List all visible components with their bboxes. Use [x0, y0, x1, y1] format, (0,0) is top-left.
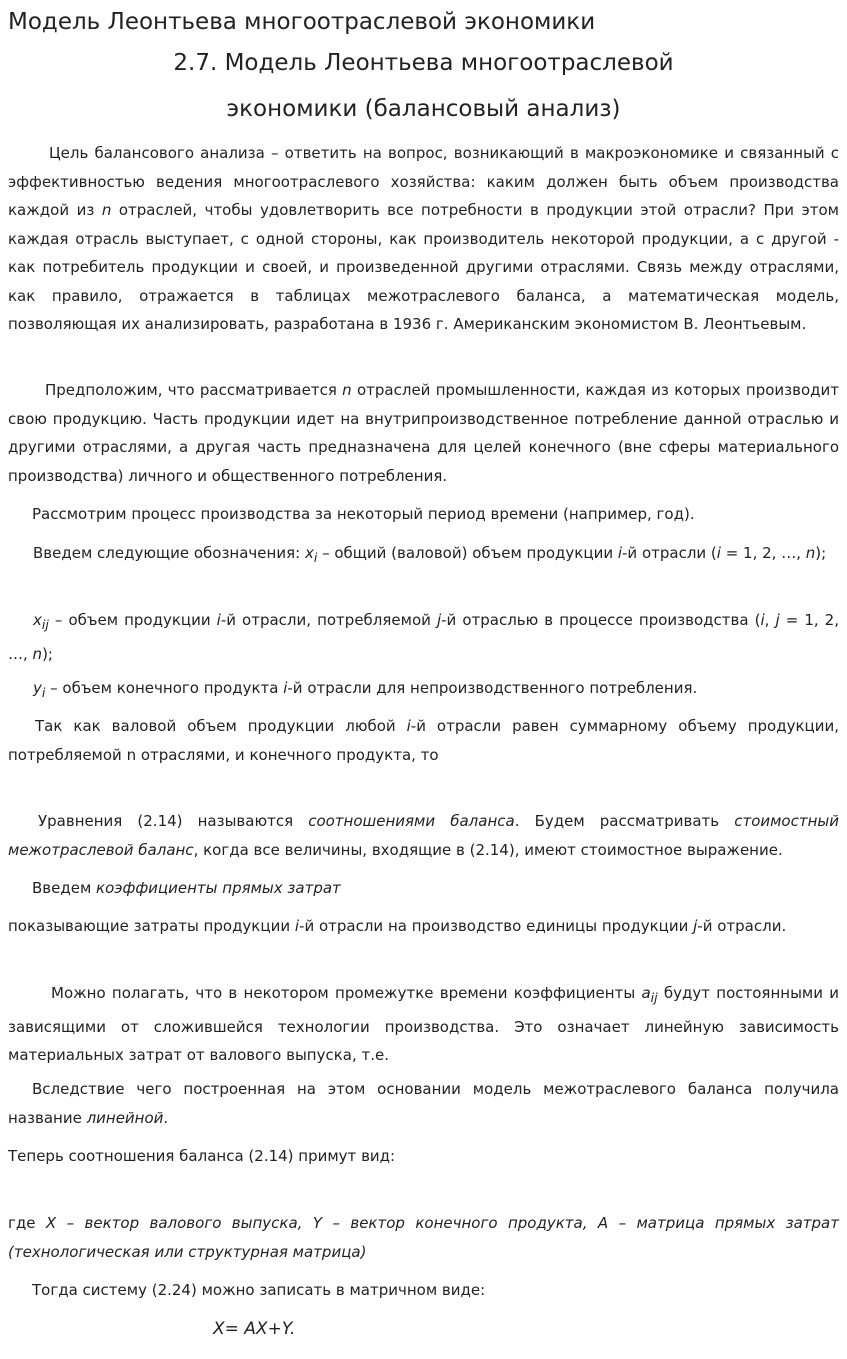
paragraph-assumption: Предположим, что рассматривается n отраслей промышленности, каждая из которых производит свою продукцию. Часть продукции идет на внутрипроизводственное потребление данной отраслью и другими отраслями, а другая часть предназначена для целей конечного (вне сферы материального производства) личного и общественного потребления. — [8, 381, 839, 485]
paragraph-balance-relations: Уравнения (2.14) называются соотношениями баланса. Будем рассматривать стоимостный межотраслевой баланс, когда все величины, входящие в (2.14), имеют стоимостное выражение. — [8, 812, 839, 859]
matrix-equation: X= AX+Y. — [213, 1319, 296, 1339]
paragraph-notation-xij: $x_{ij}$ – объем продукции i-й отрасли, потребляемой j-й отраслью в процессе производства (i, j = 1, 2, …, n); — [8, 611, 839, 663]
paragraph-balance-form: Теперь соотношения баланса (2.14) примут вид: — [8, 1147, 396, 1165]
section-heading-line-1: 2.7. Модель Леонтьева многоотраслевой — [173, 50, 674, 76]
paragraph-goal: Цель балансового анализа – ответить на вопрос, возникающий в макроэкономике и связанный с эффективностью ведения многоотраслевого хозяйства: каким должен быть объем производства каждой из n отраслей, чтобы удовлетворить все потребности в продукции этой отрасли? При этом каждая отрасль выступает, с одной стороны, как производитель некоторой продукции, а с другой - как потребитель продукции и своей, и произведенной другими отраслями. Связь между отраслями, как правило, отражается в таблицах межотраслевого баланса, а математическая модель, позволяющая их анализировать, разработана в 1936 г. Американским экономистом В. Леонтьевым. — [8, 144, 839, 333]
paragraph-notation-y: $y_i$ – объем конечного продукта i-й отрасли для непроизводственного потребления. — [33, 679, 698, 700]
paragraph-matrix-form: Тогда систему (2.24) можно записать в матричном виде: — [32, 1281, 486, 1299]
section-heading-line-2: экономики (балансовый анализ) — [226, 96, 621, 122]
paragraph-coefficients: Введем коэффициенты прямых затрат — [32, 879, 341, 897]
paragraph-linear-model: Вследствие чего построенная на этом основании модель межотраслевого баланса получила название линейной. — [8, 1080, 839, 1127]
paragraph-gross-output: Так как валовой объем продукции любой i-й отрасли равен суммарному объему продукции, потребляемой n отраслями, и конечного продукта, то — [8, 717, 839, 764]
paragraph-period: Рассмотрим процесс производства за некоторый период времени (например, год). — [32, 505, 695, 523]
page-top-title: Модель Леонтьева многоотраслевой экономики — [8, 9, 596, 35]
paragraph-coefficients-meaning: показывающие затраты продукции i-й отрасли на производство единицы продукции j-й отрасли. — [8, 917, 787, 935]
paragraph-notation-x: Введем следующие обозначения: $x_i$ – общий (валовой) объем продукции i-й отрасли (i = 1, 2, …, n); — [33, 544, 827, 565]
paragraph-constant-coefficients: Можно полагать, что в некотором промежутке времени коэффициенты $a_{ij}$ будут постоянными и зависящими от сложившейся технологии производства. Это означает линейную зависимость материальных затрат от валового выпуска, т.е. — [8, 984, 839, 1064]
paragraph-vector-definitions: где X – вектор валового выпуска, Y – вектор конечного продукта, A – матрица прямых затрат (технологическая или структурная матрица) — [8, 1214, 839, 1261]
